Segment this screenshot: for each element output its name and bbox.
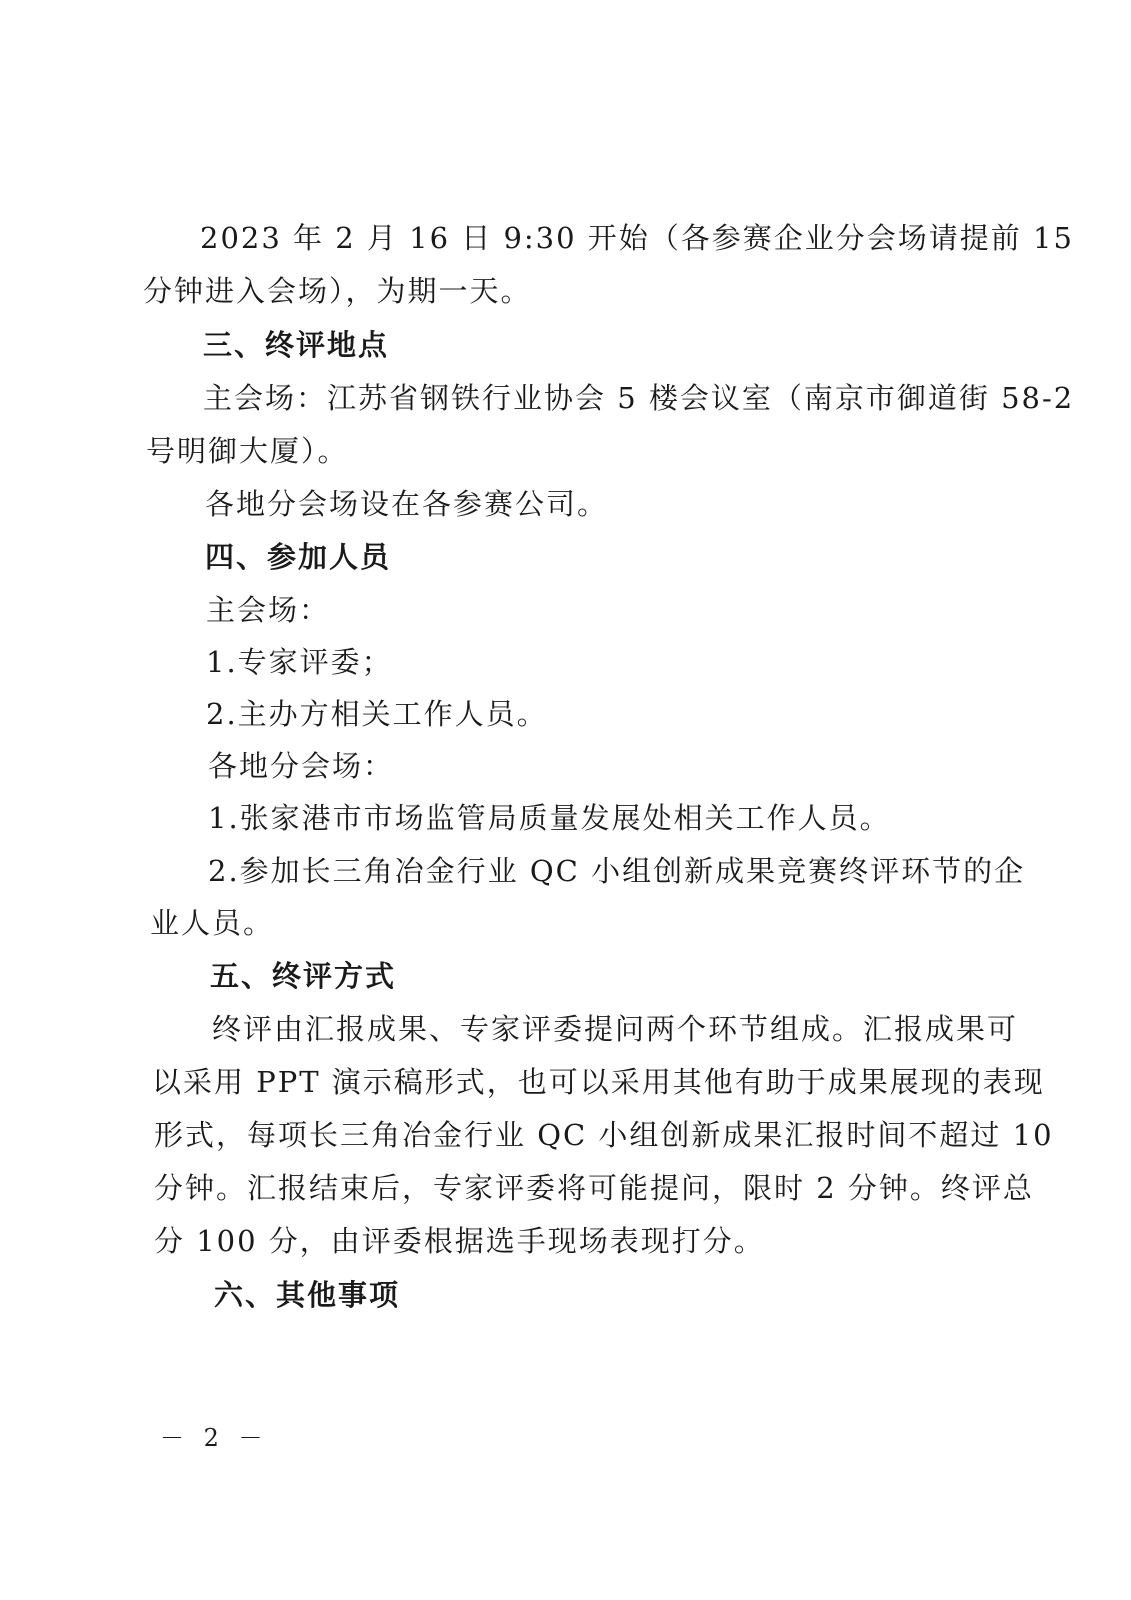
- section-heading-method: 五、终评方式: [210, 959, 397, 993]
- section-heading-other: 六、其他事项: [214, 1278, 401, 1312]
- branch-venue-item-2-line-2: 业人员。: [150, 906, 275, 940]
- time-line-1: 2023 年 2 月 16 日 9:30 开始（各参赛企业分会场请提前 15: [200, 221, 1074, 255]
- method-line-4: 分钟。汇报结束后，专家评委将可能提问，限时 2 分钟。终评总: [154, 1171, 1034, 1205]
- time-line-2: 分钟进入会场），为期一天。: [143, 274, 532, 308]
- main-venue-line-1: 主会场：江苏省钢铁行业协会 5 楼会议室（南京市御道街 58-2: [203, 381, 1075, 415]
- method-line-3: 形式，每项长三角冶金行业 QC 小组创新成果汇报时间不超过 10: [154, 1118, 1054, 1152]
- section-heading-location: 三、终评地点: [203, 328, 390, 362]
- main-venue-label: 主会场：: [206, 593, 331, 627]
- branch-venue-item-1: 1.张家港市市场监管局质量发展处相关工作人员。: [208, 801, 891, 835]
- method-line-2: 以采用 PPT 演示稿形式，也可以采用其他有助于成果展现的表现: [152, 1065, 1045, 1099]
- main-venue-line-2: 号明御大厦）。: [146, 434, 349, 468]
- branch-venue-item-2-line-1: 2.参加长三角冶金行业 QC 小组创新成果竞赛终评环节的企: [208, 854, 1026, 888]
- page-number: － 2 －: [160, 1424, 269, 1452]
- method-line-5: 分 100 分，由评委根据选手现场表现打分。: [154, 1224, 765, 1258]
- section-heading-participants: 四、参加人员: [205, 540, 392, 574]
- branch-venue-line: 各地分会场设在各参赛公司。: [205, 487, 609, 521]
- branch-venue-label: 各地分会场：: [208, 749, 395, 783]
- method-line-1: 终评由汇报成果、专家评委提问两个环节组成。汇报成果可: [212, 1012, 1019, 1046]
- main-venue-item-2: 2.主办方相关工作人员。: [206, 697, 548, 731]
- main-venue-item-1: 1.专家评委；: [206, 645, 393, 679]
